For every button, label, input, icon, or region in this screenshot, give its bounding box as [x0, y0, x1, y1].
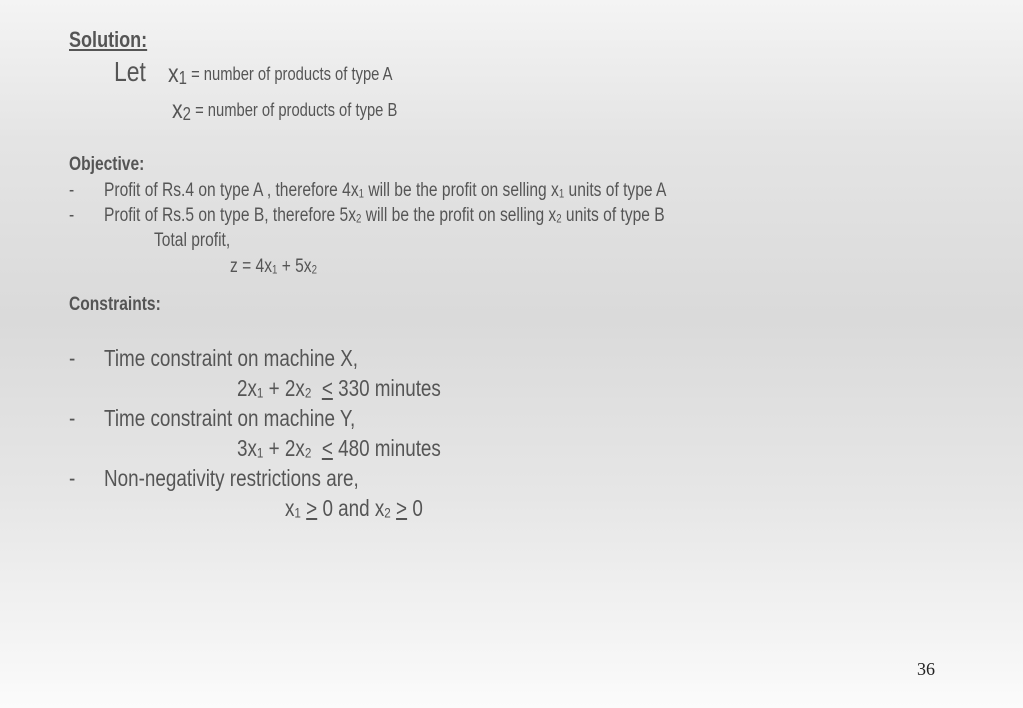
constraint-bullet-3: -	[69, 465, 76, 491]
constraint-equation-nonneg: x1 > 0 and x2 > 0	[285, 495, 423, 522]
constraint-bullet-1: -	[69, 345, 76, 371]
constraint-label-nonneg: Non-negativity restrictions are,	[104, 465, 359, 491]
constraints-heading: Constraints:	[69, 294, 161, 315]
objective-line-1: Profit of Rs.4 on type A , therefore 4x1 will be the profit on selling x1 units of type A	[104, 180, 667, 201]
total-profit-label: Total profit,	[154, 230, 231, 251]
objective-equation: z = 4x1 + 5x2	[230, 256, 317, 277]
constraint-label-y: Time constraint on machine Y,	[104, 405, 356, 431]
solution-heading: Solution:	[69, 27, 148, 52]
constraint-equation-y: 3x1 + 2x2 < 480 minutes	[237, 435, 441, 462]
x1-definition: x1 = number of products of type A	[168, 58, 393, 88]
constraint-label-x: Time constraint on machine X,	[104, 345, 359, 371]
constraint-equation-x: 2x1 + 2x2 < 330 minutes	[237, 375, 441, 402]
page-number: 36	[917, 659, 935, 679]
objective-bullet-2: -	[69, 205, 75, 226]
objective-bullet-1: -	[69, 180, 75, 201]
constraint-bullet-2: -	[69, 405, 76, 431]
x2-definition: x2 = number of products of type B	[172, 94, 398, 124]
objective-line-2: Profit of Rs.5 on type B, therefore 5x2 will be the profit on selling x2 units of type B	[104, 205, 665, 226]
objective-heading: Objective:	[69, 154, 145, 175]
let-word: Let	[114, 56, 146, 87]
